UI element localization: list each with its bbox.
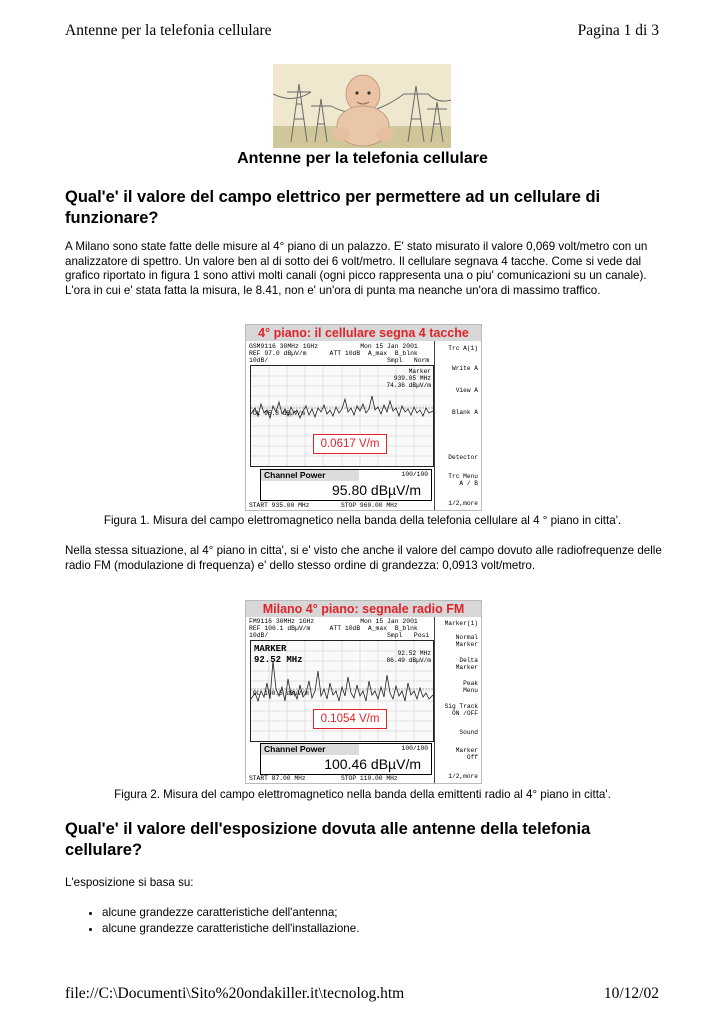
figure-2-spectrum-fm: [245, 600, 482, 784]
figure-1-softkey-write: Write A: [452, 365, 478, 372]
figure-2-info-line-2: REF 106.1 dBµV/m ATT 10dB A_max B_blnk: [249, 625, 418, 632]
figure-1-softkey-panel: [434, 341, 481, 510]
running-header-title: Antenne per la telefonia cellulare: [65, 22, 272, 39]
figure-1-display-line: DL 95.8 dBµV/m: [253, 410, 305, 417]
figure-1-softkey-blank: Blank A: [452, 409, 478, 416]
figure-1-info-line-2: REF 97.0 dBµV/m ATT 10dB A_max B_blnk: [249, 350, 418, 357]
figure-2-marker-big-frequency: 92.52 MHz: [254, 655, 303, 665]
figure-1-marker-label: Marker: [408, 368, 431, 375]
list-item: • alcune grandezze caratteristiche dell'installazione.: [102, 921, 359, 937]
page-title: Antenne per la telefonia cellulare: [237, 150, 488, 167]
figure-1-channel-power-value: 95.80 dBµV/m: [331, 482, 421, 498]
figure-1-softkey-trc: Trc A(1): [448, 345, 478, 352]
figure-2-caption: Figura 2. Misura del campo elettromagnetico nella banda della emittenti radio al 4° piano in citta'.: [114, 788, 611, 801]
figure-2-softkey-delta: Delta: [459, 657, 478, 664]
figure-1-sweep-count: 100/100: [401, 471, 428, 478]
figure-2-softkey-sig-track: Sig Track: [444, 703, 478, 710]
footer-date: 10/12/02: [603, 985, 659, 1002]
figure-1-field-value: 0.0617 V/m: [313, 434, 387, 454]
figure-1-start-frequency: START 935.00 MHz: [249, 502, 310, 509]
figure-1-title: 4° piano: il cellulare segna 4 tacche: [246, 325, 481, 341]
figure-2-softkey-peak-menu: Menu: [463, 687, 478, 694]
figure-2-softkey-on-off: ON /OFF: [452, 710, 478, 717]
figure-2-channel-power-value: 100.46 dBµV/m: [324, 756, 421, 772]
section-heading-electric-field: Qual'e' il valore del campo elettrico per permettere ad un cellulare di funzionare?: [65, 188, 601, 227]
figure-2-stop-frequency: STOP 110.00 MHz: [341, 775, 398, 782]
figure-2-softkey-off: Off: [466, 754, 478, 761]
figure-1-spectrum-gsm: [245, 324, 482, 511]
figure-2-plot-area: [250, 640, 434, 742]
figure-2-softkey-normal: Normal: [455, 634, 478, 641]
figure-2-display-line: DL 100.5 dBµV/m: [253, 690, 309, 697]
figure-1-softkey-more: 1/2,more: [448, 500, 478, 507]
figure-2-sweep-count: 100/100: [401, 745, 428, 752]
figure-2-marker-level: 86.49 dBµV/m: [386, 657, 431, 664]
baby-antennas-illustration: [273, 64, 451, 148]
figure-2-softkey-marker-1: Marker(1): [444, 620, 478, 627]
figure-2-softkey-panel: [434, 617, 481, 783]
figure-1-softkey-detector: Detector: [448, 454, 478, 461]
figure-2-marker-frequency: 92.52 MHz: [397, 650, 431, 657]
figure-1-info-line-1: GSM9116 30MHz 1GHz Mon 15 Jan 2001: [249, 343, 418, 350]
figure-2-marker-big-label: MARKER: [254, 644, 287, 654]
paragraph-measurement: A Milano sono state fatte delle misure al 4° piano di un palazzo. E' stato misurato il valore 0,069 volt/metro con un analizzatore di spettro. Un valore ben al di sotto dei 6 volt/metro. Il cellulare segnava 4 tacche. Come si vede dal grafico riportato in figura 1 sono attivi molti canali (ogni picco rappresenta una o piu' comunicazioni su un canale). L'ora in cui e' stata fatta la misura, le 8.41, non e' un'ora di punta ma neanche un'ora di massimo traffico.: [65, 240, 648, 297]
figure-1-marker-level: 74.36 dBµV/m: [386, 382, 431, 389]
figure-2-info-line-3: 10dB/ Smpl Posi: [249, 632, 430, 639]
figure-1-channel-power-label: Channel Power: [261, 470, 359, 481]
figure-1-marker-frequency: 939.05 MHz: [393, 375, 431, 382]
figure-2-softkey-more: 1/2,more: [448, 773, 478, 780]
footer-file-path: file://C:\Documenti\Sito%20ondakiller.it\tecnolog.htm: [65, 985, 405, 1002]
figure-1-info-line-3: 10dB/ Smpl Norm: [249, 357, 430, 364]
figure-1-caption: Figura 1. Misura del campo elettromagnetico nella banda della telefonia cellulare al 4 ° piano in citta'.: [103, 514, 622, 527]
list-item: • alcune grandezze caratteristiche dell'antenna;: [102, 905, 359, 921]
paragraph-fm-radio: Nella stessa situazione, al 4° piano in citta', si e' visto che anche il valore del campo dovuto alle radiofrequenze delle radio FM (modulazione di frequenza) e' dello stesso ordine di grandezza: 0,0913 volt/metro.: [65, 544, 662, 572]
figure-2-softkey-normal-marker: Marker: [455, 641, 478, 648]
figure-2-softkey-delta-marker: Marker: [455, 664, 478, 671]
section-heading-exposure: Qual'e' il valore dell'esposizione dovuta alle antenne della telefonia cellulare?: [65, 820, 591, 859]
page-number: Pagina 1 di 3: [577, 22, 659, 39]
figure-2-field-value: 0.1054 V/m: [313, 709, 387, 729]
figure-1-softkey-trc-menu: Trc Menu: [448, 473, 478, 480]
exposure-factors-list: [70, 905, 359, 937]
figure-1-softkey-ab: A / B: [459, 480, 478, 487]
figure-2-softkey-marker-off: Marker: [455, 747, 478, 754]
figure-2-channel-power-label: Channel Power: [261, 744, 359, 755]
figure-1-plot-area: [250, 365, 434, 467]
figure-2-info-line-1: FM9116 30MHz 1GHz Mon 15 Jan 2001: [249, 618, 418, 625]
figure-2-title: Milano 4° piano: segnale radio FM: [246, 601, 481, 617]
figure-2-channel-power-box: [260, 743, 432, 775]
hero-image-baby-antennas: [273, 64, 451, 148]
figure-1-channel-power-box: [260, 469, 432, 501]
figure-1-stop-frequency: STOP 960.00 MHz: [341, 502, 398, 509]
figure-2-softkey-peak: Peak: [463, 680, 478, 687]
figure-2-start-frequency: START 87.00 MHz: [249, 775, 306, 782]
figure-2-softkey-sound: Sound: [459, 729, 478, 736]
paragraph-exposure-intro: L'esposizione si basa su:: [65, 876, 194, 889]
figure-1-softkey-view: View A: [455, 387, 478, 394]
